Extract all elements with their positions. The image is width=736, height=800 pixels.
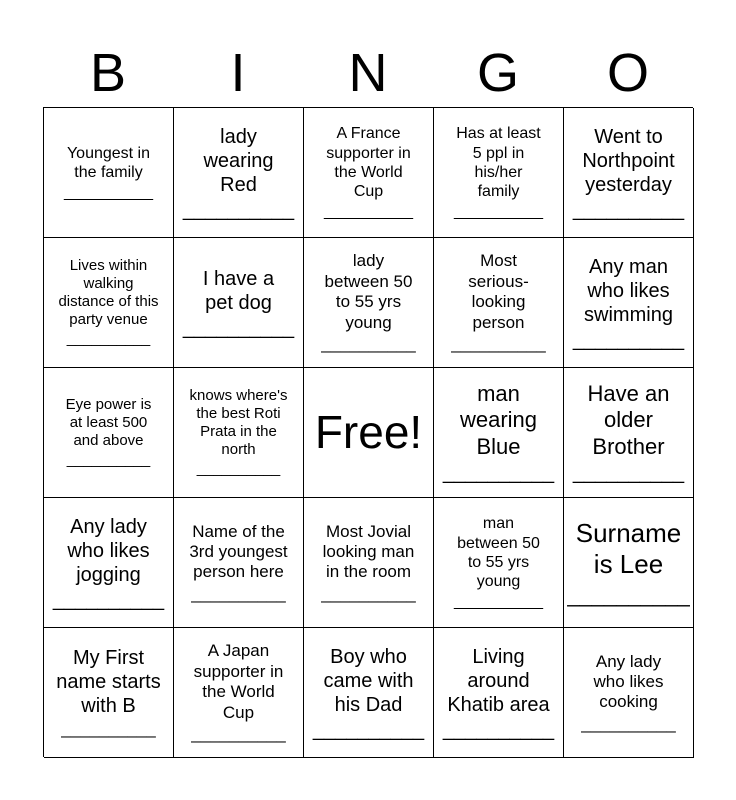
answer-line: __________ [191,583,286,603]
cell-text: A Japan supporter in the World Cup [193,641,284,722]
bingo-cell[interactable] [174,628,304,758]
bingo-cell[interactable] [174,368,304,498]
bingo-board [43,107,693,757]
cell-text: A France supporter in the World Cup [326,125,411,200]
free-space-label: Free! [314,405,423,458]
bingo-cell[interactable] [564,108,694,238]
answer-line: __________ [572,328,685,351]
bingo-cell[interactable] [304,498,434,628]
cell-text: Any man who likes swimming [584,255,673,326]
answer-line: __________ [324,203,413,221]
answer-line: __________ [454,593,543,611]
answer-line: __________ [312,718,425,741]
cell-text: knows where's the best Roti Prata in the north [189,387,288,459]
answer-line: __________ [64,183,153,201]
cell-text: Boy who came with his Dad [323,645,414,716]
header-letter-g: G [476,43,519,103]
cell-text: Youngest in the family [66,144,151,181]
answer-line: __________ [451,333,546,353]
bingo-cell[interactable] [44,498,174,628]
cell-text: Name of the 3rd youngest person here [189,521,288,582]
bingo-cell[interactable] [564,498,694,628]
cell-text: Went to Northpoint yesterday [582,125,675,196]
bingo-cell[interactable] [44,238,174,368]
bingo-cell[interactable] [44,628,174,758]
answer-line: __________ [321,583,416,603]
answer-line: __________ [454,203,543,221]
cell-text: Surname is Lee [575,518,682,580]
bingo-cell[interactable] [304,108,434,238]
answer-line: __________ [66,451,151,469]
cell-text: Have an older Brother [587,380,670,459]
header-letter-i: I [230,43,246,103]
answer-line: __________ [581,713,676,733]
bingo-cell[interactable] [174,238,304,368]
cell-text: Most Jovial looking man in the room [322,521,415,582]
cell-text: My First name starts with B [56,647,161,718]
cell-text: Eye power is at least 500 and above [65,396,152,450]
answer-line: __________ [52,588,165,611]
bingo-cell[interactable] [44,108,174,238]
cell-text: Has at least 5 ppl in his/her family [456,125,541,200]
cell-text: Any lady who likes cooking [593,651,664,712]
bingo-cell[interactable] [564,628,694,758]
bingo-header [43,42,693,104]
bingo-cell[interactable] [434,368,564,498]
answer-line: __________ [182,316,295,339]
header-letter-n: N [348,43,388,103]
answer-line: __________ [321,333,416,353]
header-letter-o: O [606,43,649,103]
cell-text: I have a pet dog [202,267,275,314]
bingo-cell[interactable] [304,238,434,368]
answer-line: __________ [442,718,555,741]
bingo-cell[interactable] [434,108,564,238]
answer-line: __________ [442,462,555,485]
answer-line: __________ [182,198,295,221]
bingo-cell[interactable] [304,628,434,758]
bingo-cell[interactable] [174,108,304,238]
bingo-cell[interactable] [434,498,564,628]
bingo-cell[interactable] [434,238,564,368]
cell-text: man between 50 to 55 yrs young [457,515,540,590]
cell-text: lady wearing Red [203,125,274,196]
bingo-cell[interactable] [564,238,694,368]
bingo-cell[interactable] [434,628,564,758]
cell-text: Lives within walking distance of this party venue [58,257,159,329]
answer-line: __________ [572,462,685,485]
answer-line: __________ [66,330,151,348]
answer-line: __________ [191,723,286,743]
bingo-cell[interactable] [44,368,174,498]
cell-text: lady between 50 to 55 yrs young [324,251,413,332]
answer-line: __________ [567,581,690,607]
answer-line: __________ [572,198,685,221]
answer-line: __________ [61,719,156,739]
cell-text: Any lady who likes jogging [67,515,150,586]
bingo-cell[interactable] [174,498,304,628]
bingo-cell[interactable] [564,368,694,498]
cell-text: Most serious- looking person [468,251,529,332]
cell-text: Living around Khatib area [447,645,550,716]
header-letter-b: B [89,43,127,103]
cell-text: man wearing Blue [459,380,538,459]
answer-line: __________ [196,460,281,478]
free-space[interactable] [304,368,434,498]
